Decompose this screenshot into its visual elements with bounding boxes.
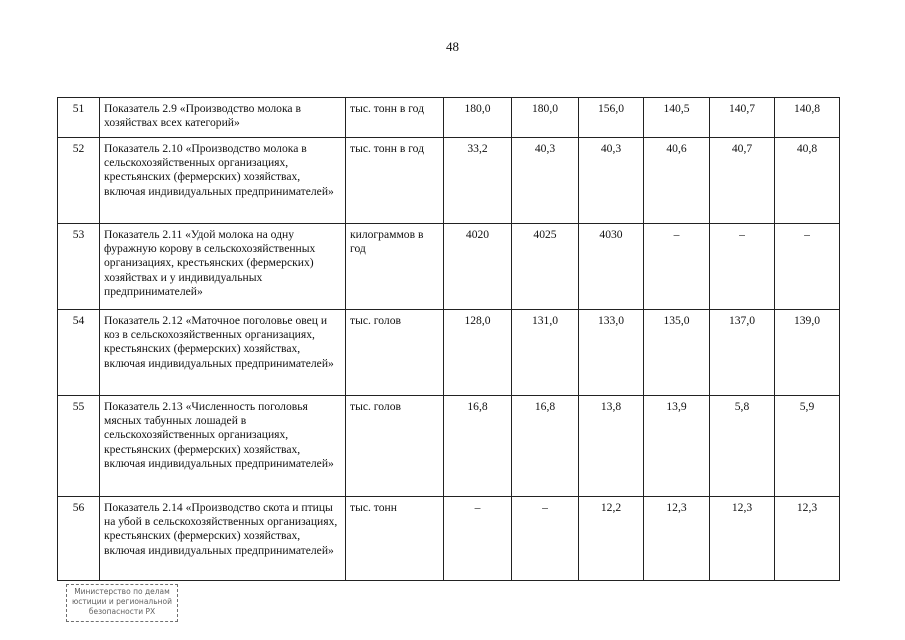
indicator-name: Показатель 2.12 «Маточное поголовье овец и коз в сельскохозяйственных организациях, крестьянских (фермерских) хозяйствах, включая индивидуальных предпринимателей» (100, 310, 346, 396)
indicator-value: 12,3 (644, 497, 710, 581)
indicators-table (57, 97, 840, 581)
indicator-value: 180,0 (444, 98, 512, 138)
indicator-name: Показатель 2.11 «Удой молока на одну фуражную корову в сельскохозяйственных организациях, крестьянских (фермерских) хозяйствах и у индивидуальных предпринимателей» (100, 224, 346, 310)
indicator-value: 128,0 (444, 310, 512, 396)
indicator-value: 40,3 (579, 138, 644, 224)
registration-stamp (66, 584, 178, 622)
row-number: 56 (58, 497, 100, 581)
indicator-value: 4030 (579, 224, 644, 310)
table-row (58, 310, 840, 396)
unit-of-measure: килограммов в год (346, 224, 444, 310)
indicator-value: 13,8 (579, 396, 644, 497)
table-row (58, 497, 840, 581)
indicator-value: 40,7 (710, 138, 775, 224)
indicator-value: – (710, 224, 775, 310)
indicator-value: 131,0 (512, 310, 579, 396)
indicator-value: 12,3 (775, 497, 840, 581)
indicator-value: – (512, 497, 579, 581)
unit-of-measure: тыс. голов (346, 396, 444, 497)
indicator-value: 139,0 (775, 310, 840, 396)
table-row (58, 396, 840, 497)
indicator-value: 40,6 (644, 138, 710, 224)
indicator-value: 33,2 (444, 138, 512, 224)
unit-of-measure: тыс. тонн (346, 497, 444, 581)
row-number: 54 (58, 310, 100, 396)
indicator-value: 140,8 (775, 98, 840, 138)
indicator-value: 16,8 (444, 396, 512, 497)
row-number: 55 (58, 396, 100, 497)
indicator-value: 4025 (512, 224, 579, 310)
indicator-value: 135,0 (644, 310, 710, 396)
indicator-value: 40,8 (775, 138, 840, 224)
row-number: 52 (58, 138, 100, 224)
indicator-value: 12,3 (710, 497, 775, 581)
indicator-value: 140,7 (710, 98, 775, 138)
row-number: 51 (58, 98, 100, 138)
indicator-value: 13,9 (644, 396, 710, 497)
table-row (58, 138, 840, 224)
indicator-value: 12,2 (579, 497, 644, 581)
indicator-name: Показатель 2.10 «Производство молока в сельскохозяйственных организациях, крестьянских (фермерских) хозяйствах, включая индивидуальных предпринимателей» (100, 138, 346, 224)
indicator-value: 180,0 (512, 98, 579, 138)
indicator-value: 5,9 (775, 396, 840, 497)
stamp-line-3: безопасности РХ (88, 607, 156, 616)
indicator-value: – (444, 497, 512, 581)
unit-of-measure: тыс. тонн в год (346, 138, 444, 224)
table-row (58, 98, 840, 138)
indicator-value: 16,8 (512, 396, 579, 497)
indicator-name: Показатель 2.9 «Производство молока в хозяйствах всех категорий» (100, 98, 346, 138)
indicator-value: 140,5 (644, 98, 710, 138)
indicator-value: 137,0 (710, 310, 775, 396)
indicator-value: 40,3 (512, 138, 579, 224)
indicator-value: – (775, 224, 840, 310)
indicator-value: 5,8 (710, 396, 775, 497)
table-row (58, 224, 840, 310)
unit-of-measure: тыс. голов (346, 310, 444, 396)
page-number: 48 (446, 39, 459, 54)
indicator-value: 4020 (444, 224, 512, 310)
stamp-line-2: юстиции и региональной (71, 597, 173, 606)
indicator-value: – (644, 224, 710, 310)
indicator-value: 156,0 (579, 98, 644, 138)
indicator-name: Показатель 2.13 «Численность поголовья мясных табунных лошадей в сельскохозяйственных организациях, крестьянских (фермерских) хозяйствах, включая индивидуальных предпринимателей» (100, 396, 346, 497)
unit-of-measure: тыс. тонн в год (346, 98, 444, 138)
indicator-value: 133,0 (579, 310, 644, 396)
stamp-line-1: Министерство по делам (74, 587, 170, 596)
indicator-name: Показатель 2.14 «Производство скота и птицы на убой в сельскохозяйственных организациях, крестьянских (фермерских) хозяйствах, включая индивидуальных предпринимателей» (100, 497, 346, 581)
row-number: 53 (58, 224, 100, 310)
